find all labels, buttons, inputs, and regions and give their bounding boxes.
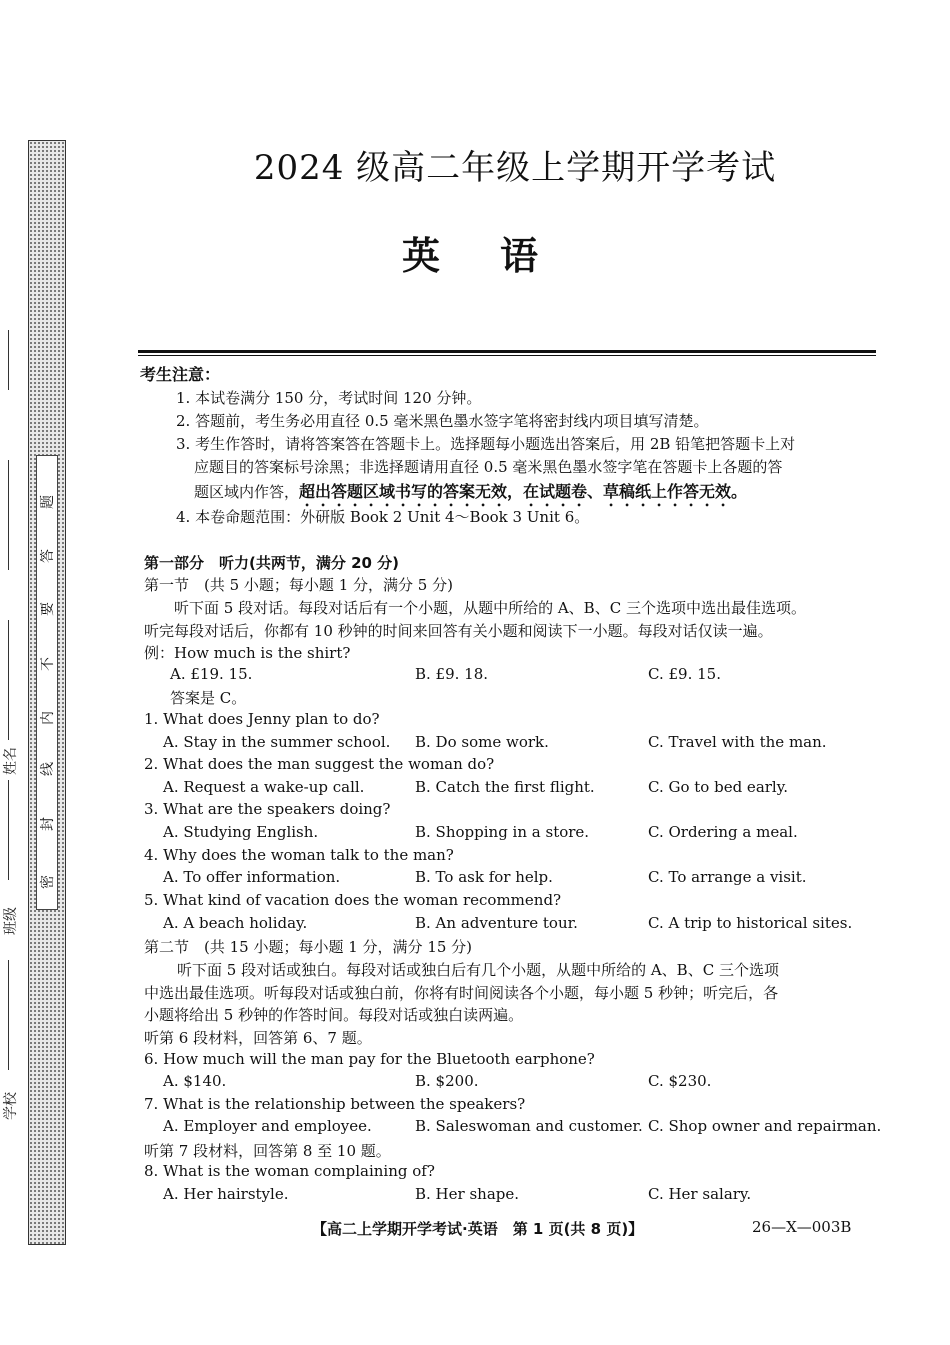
fill-line [8,960,9,1070]
option-c: C. Travel with the man. [648,733,827,751]
option-a: A. £19. 15. [170,665,253,683]
seal-char: 答 [40,549,56,563]
option-b: B. An adventure tour. [415,914,578,932]
question: 8. What is the woman complaining of? [144,1162,435,1180]
fill-line [8,460,9,570]
option-a: A. Employer and employee. [163,1117,372,1135]
option-b: B. Her shape. [415,1185,520,1203]
option-b: B. $200. [415,1072,479,1090]
notice-emphasis: 超出答题区域书写的答案无效，在试题卷、草稿纸上作答无效。 [299,482,748,501]
section-heading: 第一节 (共 5 小题；每小题 1 分，满分 5 分) [144,576,453,594]
option-a: A. Request a wake-up call. [163,778,365,796]
notice-item: 2. 答题前，考生务必用直径 0.5 毫米黑色墨水签字笔将密封线内项目填写清楚。 [176,412,709,430]
material-note: 听第 7 段材料，回答第 8 至 10 题。 [144,1142,391,1160]
notice-item: 4. 本卷命题范围：外研版 Book 2 Unit 4～Book 3 Unit 6。 [176,508,590,526]
exam-title: 2024 级高二年级上学期开学考试 [253,148,777,188]
fill-line [8,620,9,740]
seal-char: 要 [40,602,56,616]
seal-char: 不 [40,657,56,671]
question: 1. What does Jenny plan to do? [144,710,380,728]
notice-item: 应题目的答案标号涂黑；非选择题请用直径 0.5 毫米黑色墨水签字笔在答题卡上各题的答 [194,458,783,476]
question: 4. Why does the woman talk to the man? [144,846,454,864]
divider [138,355,876,356]
instruction: 听下面 5 段对话。每段对话后有一个小题，从题中所给的 A、B、C 三个选项中选出最佳选项。 [174,599,806,617]
seal-char: 内 [40,711,56,725]
option-c: C. Go to bed early. [648,778,788,796]
option-b: B. Do some work. [415,733,549,751]
instruction: 听下面 5 段对话或独白。每段对话或独白后有几个小题，从题中所给的 A、B、C 三个选项 [177,961,779,979]
question: 7. What is the relationship between the speakers? [144,1095,526,1113]
fill-line [8,330,9,390]
option-c: C. $230. [648,1072,712,1090]
option-c: C. A trip to historical sites. [648,914,853,932]
option-b: B. To ask for help. [415,868,553,886]
question: 3. What are the speakers doing? [144,800,391,818]
instruction: 小题将给出 5 秒钟的作答时间。每段对话或独白读两遍。 [144,1006,524,1024]
fill-line [8,780,9,880]
option-a: A. A beach holiday. [163,914,308,932]
part-heading: 第一部分 听力(共两节，满分 20 分) [144,554,400,572]
instruction: 听完每段对话后，你都有 10 秒钟的时间来回答有关小题和阅读下一小题。每段对话仅读一遍。 [144,622,773,640]
subject-title: 英语 [401,233,598,278]
seal-char: 密 [40,875,56,889]
seal-box [36,455,58,910]
school-label: 学校 [3,1092,19,1120]
section-heading: 第二节 (共 15 小题；每小题 1 分，满分 15 分) [144,938,473,956]
seal-char: 线 [40,762,56,776]
example-answer: 答案是 C。 [170,689,247,707]
notice-item: 3. 考生作答时，请将答案答在答题卡上。选择题每小题选出答案后，用 2B 铅笔把答题卡上对 [176,435,796,453]
option-c: C. To arrange a visit. [648,868,807,886]
option-c: C. £9. 15. [648,665,721,683]
notice-text: 题区域内作答， [194,483,300,501]
option-b: B. Catch the first flight. [415,778,595,796]
divider [138,350,876,353]
option-c: C. Her salary. [648,1185,752,1203]
option-c: C. Ordering a meal. [648,823,798,841]
option-b: B. Shopping in a store. [415,823,590,841]
exam-code: 26—X—003B [752,1218,852,1236]
option-c: C. Shop owner and repairman. [648,1117,882,1135]
question: 5. What kind of vacation does the woman recommend? [144,891,562,909]
option-b: B. Saleswoman and customer. [415,1117,643,1135]
option-a: A. $140. [163,1072,227,1090]
instruction: 中选出最佳选项。听每段对话或独白前，你将有时间阅读各个小题，每小题 5 秒钟；听完后，各 [144,984,779,1002]
name-label: 姓名 [3,747,19,775]
question: 6. How much will the man pay for the Bluetooth earphone? [144,1050,595,1068]
page-footer: 【高二上学期开学考试·英语 第 1 页(共 8 页)】 [312,1220,644,1238]
option-a: A. Her hairstyle. [163,1185,289,1203]
option-b: B. £9. 18. [415,665,489,683]
notice-item: 1. 本试卷满分 150 分，考试时间 120 分钟。 [176,389,482,407]
option-a: A. Studying English. [163,823,319,841]
option-a: A. Stay in the summer school. [163,733,391,751]
notice-heading: 考生注意： [140,365,221,384]
seal-char: 封 [40,817,56,831]
question: 2. What does the man suggest the woman do? [144,755,495,773]
material-note: 听第 6 段材料，回答第 6、7 题。 [144,1029,372,1047]
seal-char: 题 [40,495,56,509]
example-question: 例：How much is the shirt? [144,644,351,662]
class-label: 班级 [3,907,19,935]
option-a: A. To offer information. [163,868,341,886]
